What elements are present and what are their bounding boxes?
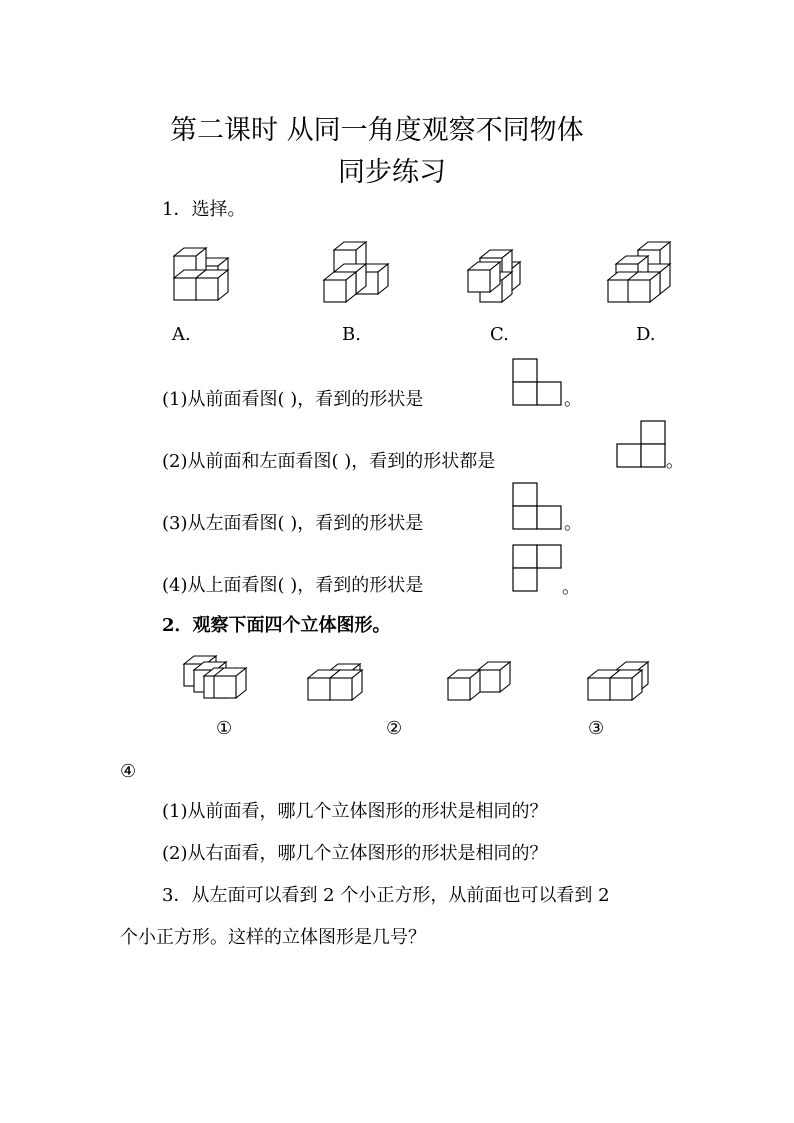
q3-line1: 3．从左面可以看到 2 个小正方形，从前面也可以看到 2 <box>162 885 610 906</box>
cube <box>214 668 246 698</box>
q1-option-b-label: B. <box>342 324 361 345</box>
cube <box>628 272 660 302</box>
q1-option-c-figure <box>460 236 560 308</box>
q1-sub2-view-shape <box>616 420 668 470</box>
q2-figure-2 <box>306 660 370 704</box>
q2-heading: 2．观察下面四个立体图形。 <box>162 615 391 636</box>
q1-sub4-end: 。 <box>562 577 580 598</box>
q1-sub2: (2)从前面和左面看图( )，看到的形状都是 <box>162 451 496 472</box>
q3-line2: 个小正方形。这样的立体图形是几号？ <box>120 927 426 948</box>
q1-option-d-figure <box>600 232 700 308</box>
q1-sub1-view-shape <box>512 358 564 408</box>
q1-sub3-view-shape <box>512 482 564 532</box>
q1-option-a-label: A. <box>172 324 191 345</box>
cube <box>330 670 362 700</box>
cube <box>478 662 510 692</box>
q1-option-b-figure <box>318 236 418 308</box>
q2-figure-3 <box>446 660 518 704</box>
cube <box>468 262 500 292</box>
q2-sub1: (1)从前面看，哪几个立体图形的形状是相同的？ <box>162 801 548 822</box>
q2-figure-1-label: ① <box>216 718 233 739</box>
q1-sub1: (1)从前面看图( )，看到的形状是 <box>162 389 424 410</box>
q2-figure-4 <box>586 660 658 704</box>
q1-sub3-end: 。 <box>564 513 582 534</box>
q1-sub4: (4)从上面看图( )，看到的形状是 <box>162 575 424 596</box>
q2-figure-3-label: ③ <box>588 718 605 739</box>
q1-option-c-label: C. <box>490 324 509 345</box>
cube <box>196 270 228 300</box>
page-title: 第二课时 从同一角度观察不同物体 <box>170 115 584 146</box>
q1-sub4-view-shape <box>512 544 564 594</box>
q1-heading: 1．选择。 <box>162 199 246 220</box>
page-subtitle: 同步练习 <box>338 157 446 188</box>
cube <box>610 670 642 700</box>
q1-sub3: (3)从左面看图( )，看到的形状是 <box>162 513 424 534</box>
q1-option-a-figure <box>160 236 260 308</box>
cube <box>448 670 480 700</box>
cube <box>324 272 356 302</box>
q1-sub1-end: 。 <box>564 389 582 410</box>
q2-figure-4-label: ④ <box>120 761 137 782</box>
q2-figure-1 <box>180 652 242 702</box>
q2-figure-2-label: ② <box>386 718 403 739</box>
q2-sub2: (2)从右面看，哪几个立体图形的形状是相同的？ <box>162 843 548 864</box>
q1-option-d-label: D. <box>636 324 656 345</box>
q1-sub2-end: 。 <box>666 451 684 472</box>
